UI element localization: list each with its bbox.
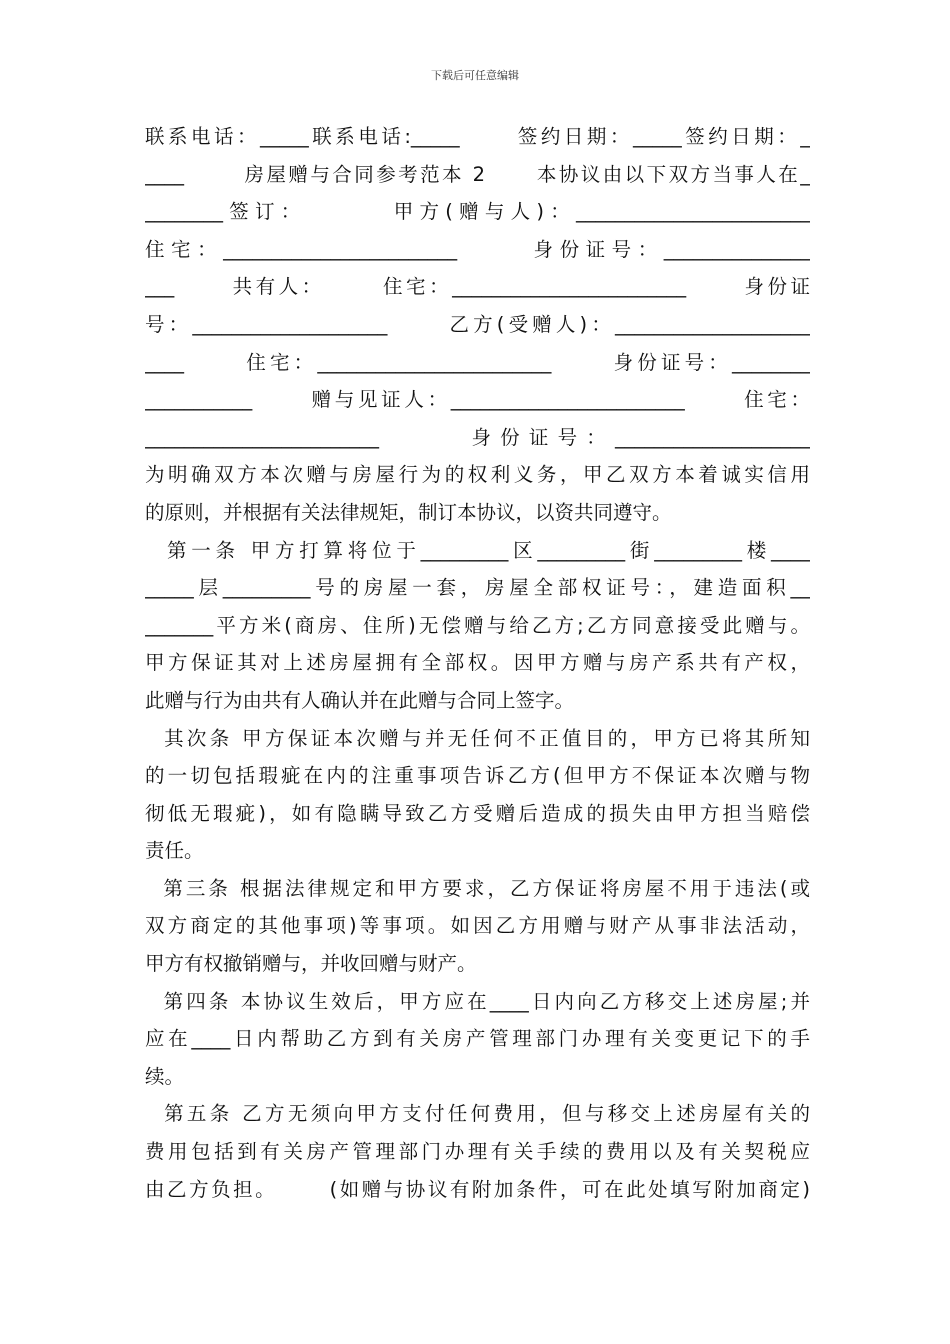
text-line: 责任。 bbox=[145, 839, 204, 863]
text-line: 由乙方负担。 (如赠与协议有附加条件，可在此处填写附加商定) bbox=[145, 1177, 810, 1201]
text-line: 应在____日内帮助乙方到有关房产管理部门办理有关变更记下的手 bbox=[145, 1027, 810, 1051]
text-line: 第三条 根据法律规定和甲方要求，乙方保证将房屋不用于违法(或 bbox=[145, 876, 810, 900]
contract-body bbox=[145, 118, 810, 1208]
text-line: 号：____________________ 乙方(受赠人)：____________________ bbox=[145, 312, 810, 336]
text-line: ________签订： 甲方(赠与人)：________________________ bbox=[145, 200, 810, 224]
text-line: 续。 bbox=[145, 1064, 185, 1088]
text-line: 第四条 本协议生效后，甲方应在____日内向乙方移交上述房屋;并 bbox=[145, 989, 810, 1013]
text-line: 住宅：________________________ 身份证号：_______________ bbox=[145, 237, 810, 261]
text-line: 其次条 甲方保证本次赠与并无任何不正值目的，甲方已将其所知 bbox=[145, 726, 810, 750]
text-line: ____ 房屋赠与合同参考范本 2 本协议由以下双方当事人在_ bbox=[145, 162, 810, 186]
text-line: _______平方米(商房、住所)无偿赠与给乙方;乙方同意接受此赠与。 bbox=[145, 613, 810, 637]
text-line: 费用包括到有关房产管理部门办理有关手续的费用以及有关契税应 bbox=[145, 1140, 810, 1164]
page-header: 下载后可任意编辑 bbox=[431, 69, 519, 82]
text-line: 此赠与行为由共有人确认并在此赠与合同上签字。 bbox=[145, 688, 575, 712]
text-line: ___ 共有人： 住宅：________________________ 身份证 bbox=[145, 275, 810, 299]
text-line: 甲方有权撤销赠与，并收回赠与财产。 bbox=[145, 952, 477, 976]
text-line: 甲方保证其对上述房屋拥有全部权。因甲方赠与房产系共有产权， bbox=[145, 651, 810, 675]
text-line: ___________ 赠与见证人：________________________ 住宅： bbox=[145, 388, 810, 412]
text-line: 为明确双方本次赠与房屋行为的权利义务，甲乙双方本着诚实信用 bbox=[145, 463, 810, 487]
text-line: _____层_________号的房屋一套，房屋全部权证号：，建造面积__ bbox=[145, 576, 810, 600]
text-line: ________________________ 身份证号：____________________ bbox=[145, 425, 810, 449]
text-line: 彻低无瑕疵)，如有隐瞒导致乙方受赠后造成的损失由甲方担当赔偿 bbox=[145, 801, 810, 825]
text-line: 第一条 甲方打算将位于_________区_________街_________楼____ bbox=[145, 538, 810, 562]
text-line: 双方商定的其他事项)等事项。如因乙方用赠与财产从事非法活动， bbox=[145, 914, 810, 938]
text-line: ____ 住宅：________________________ 身份证号：________ bbox=[145, 350, 810, 374]
text-line: 的一切包括瑕疵在内的注重事项告诉乙方(但甲方不保证本次赠与物 bbox=[145, 764, 810, 788]
text-line: 的原则，并根据有关法律规矩，制订本协议，以资共同遵守。 bbox=[145, 500, 672, 524]
text-line: 联系电话：_____联系电话:_____ 签约日期：_____签约日期：_ bbox=[145, 125, 810, 148]
text-line: 第五条 乙方无须向甲方支付任何费用，但与移交上述房屋有关的 bbox=[145, 1102, 810, 1126]
